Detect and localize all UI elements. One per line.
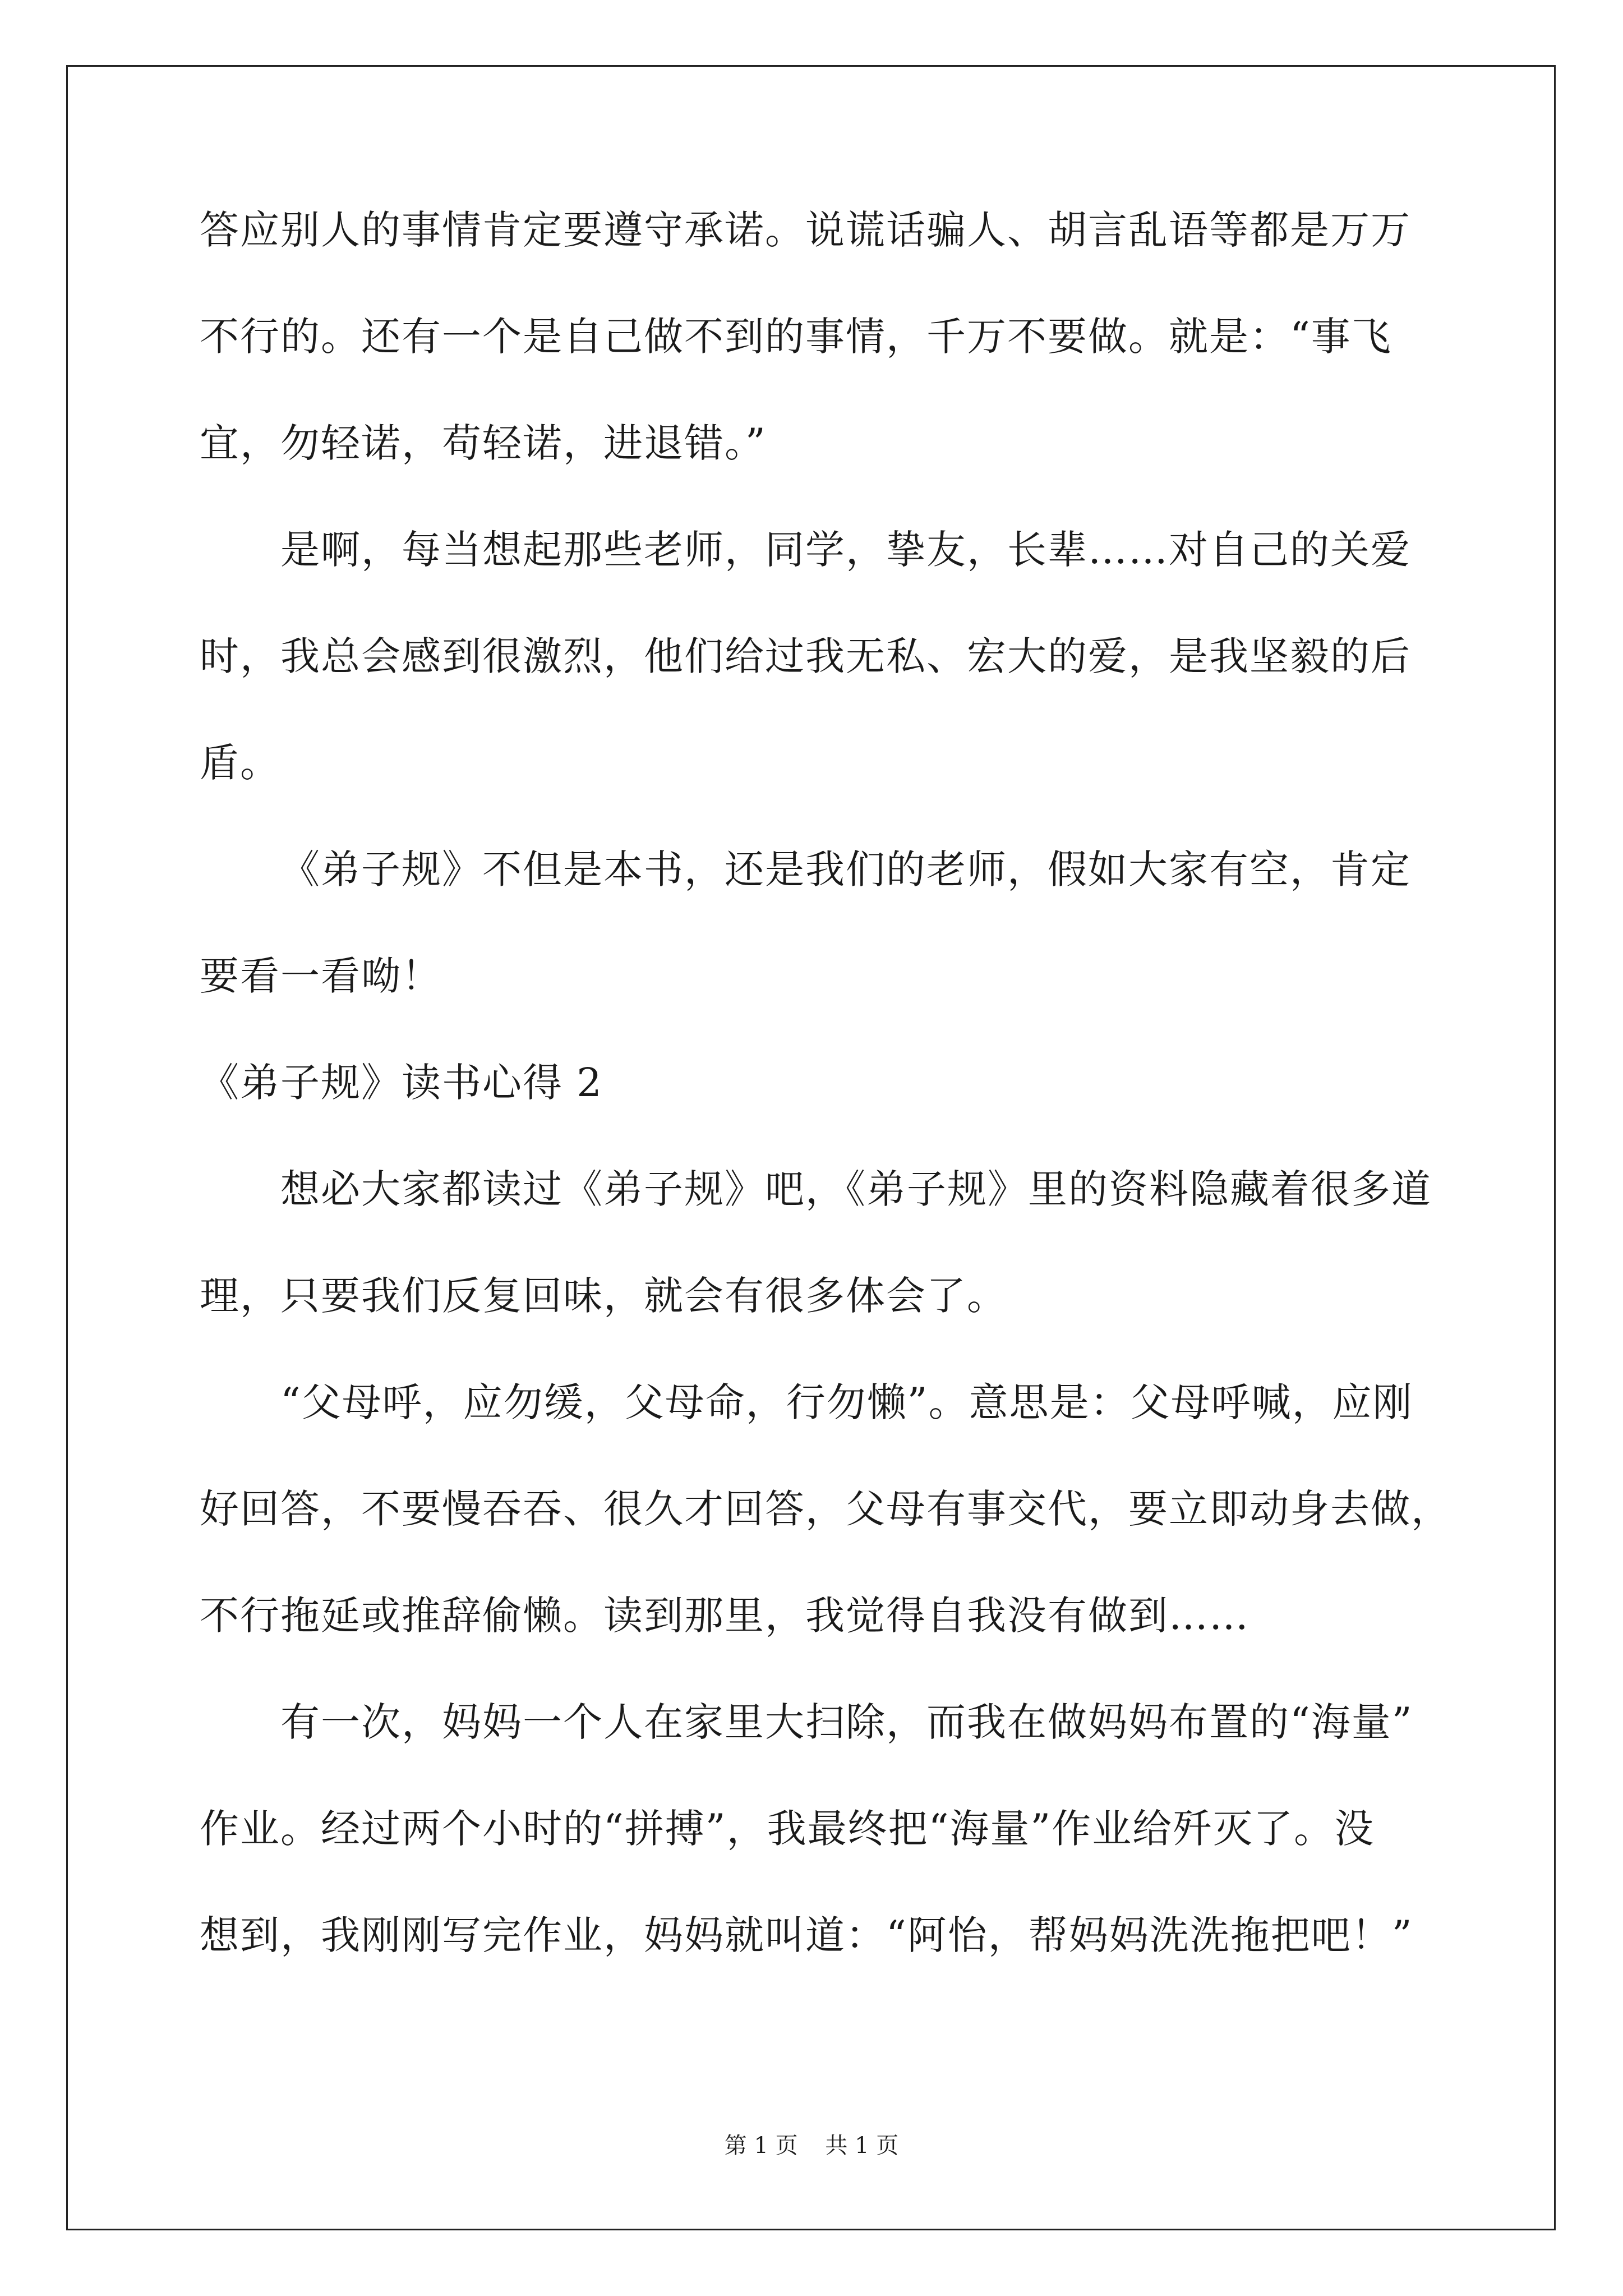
paragraph-start-line: 《弟子规》不但是本书，还是我们的老师，假如大家有空，肯定	[280, 846, 1411, 892]
page-total: 共 1 页	[825, 2133, 899, 2159]
text-line: 作业。经过两个小时的“拼搏”，我最终把“海量”作业给歼灭了。没	[200, 1806, 1375, 1852]
text-line: 理，只要我们反复回味，就会有很多体会了。	[200, 1273, 1007, 1319]
paragraph-start-line: 有一次，妈妈一个人在家里大扫除，而我在做妈妈布置的“海量”	[280, 1699, 1413, 1745]
text-line: 不行的。还有一个是自己做不到的事情，千万不要做。就是：“事飞	[200, 314, 1392, 360]
document-body	[200, 203, 1451, 2015]
paragraph-start-line: “父母呼，应勿缓，父母命，行勿懒”。意思是：父母呼喊，应刚	[280, 1379, 1413, 1425]
text-line: 不行拖延或推辞偷懒。读到那里，我觉得自我没有做到……	[200, 1593, 1249, 1639]
text-line: 宜，勿轻诺，苟轻诺，进退错。”	[200, 420, 767, 466]
paragraph-start-line: 是啊，每当想起那些老师，同学，挚友，长辈……对自己的关爱	[280, 527, 1411, 573]
text-line: 时，我总会感到很激烈，他们给过我无私、宏大的爱，是我坚毅的后	[200, 633, 1411, 679]
text-line: 答应别人的事情肯定要遵守承诺。说谎话骗人、胡言乱语等都是万万	[200, 207, 1411, 253]
page-footer	[0, 2132, 1623, 2160]
text-line: 好回答，不要慢吞吞、很久才回答，父母有事交代，要立即动身去做，	[200, 1486, 1451, 1532]
section-heading: 《弟子规》读书心得 2	[200, 1060, 603, 1106]
page-number: 第 1 页	[724, 2133, 798, 2159]
text-line: 盾。	[200, 740, 280, 786]
text-line: 想到，我刚刚写完作业，妈妈就叫道：“阿怡，帮妈妈洗洗拖把吧！”	[200, 1912, 1413, 1958]
text-line: 要看一看呦！	[200, 953, 442, 999]
paragraph-start-line: 想必大家都读过《弟子规》吧，《弟子规》里的资料隐藏着很多道	[280, 1166, 1432, 1212]
